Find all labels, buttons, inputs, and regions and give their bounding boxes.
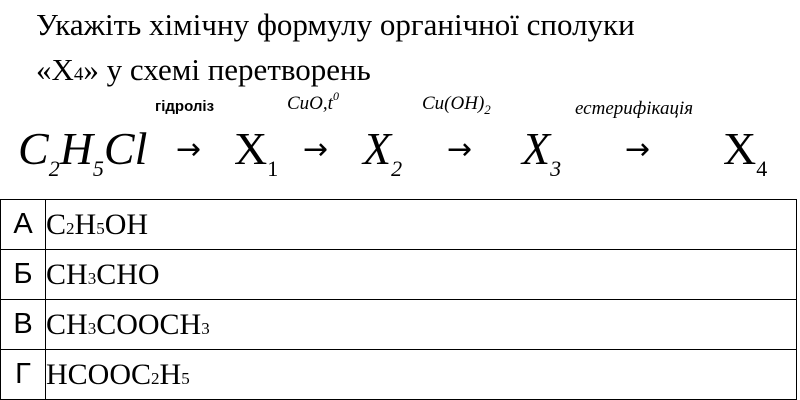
x3-subscript: 3 — [550, 156, 562, 181]
x2-letter: X — [363, 123, 392, 174]
intermediate-x2 — [363, 122, 403, 181]
temperature-superscript: 0 — [332, 89, 339, 103]
question-x-subscript: 4 — [73, 64, 84, 85]
x2-subscript: 2 — [391, 156, 403, 181]
answer-option-g[interactable] — [1, 350, 797, 400]
formula-part: COOCH — [96, 307, 202, 341]
formula-part: CH — [46, 257, 88, 291]
x4-subscript: 4 — [756, 156, 768, 181]
question-x-prefix: «X — [36, 52, 74, 87]
question-text — [36, 2, 786, 97]
formula-part: CH — [46, 307, 88, 341]
option-letter[interactable]: А — [1, 200, 46, 250]
formula-part: H — [159, 357, 182, 391]
formula-part: HCOOC — [46, 357, 152, 391]
atom-c-subscript: 2 — [48, 156, 60, 181]
formula-subscript: 2 — [66, 218, 75, 238]
answer-option-v[interactable] — [1, 300, 797, 350]
option-formula[interactable] — [46, 350, 797, 400]
answer-option-a[interactable] — [1, 200, 797, 250]
option-formula[interactable] — [46, 250, 797, 300]
x1-subscript: 1 — [267, 156, 279, 181]
cuo-t-label: CuO,t — [287, 93, 333, 114]
formula-part: C — [46, 207, 67, 241]
atom-h: H — [59, 123, 93, 174]
arrow-icon: → — [625, 132, 651, 167]
formula-subscript: 3 — [201, 318, 210, 338]
x3-letter: X — [522, 123, 551, 174]
option-letter[interactable]: Б — [1, 250, 46, 300]
formula-subscript: 3 — [87, 318, 97, 338]
option-letter[interactable]: В — [1, 300, 46, 350]
atom-c: C — [18, 123, 49, 174]
formula-part: H — [74, 207, 97, 241]
question-suffix: » у схемі перетворень — [83, 52, 371, 87]
condition-cuo-temperature — [287, 89, 339, 115]
intermediate-x4 — [723, 122, 768, 181]
cu-oh-label: Cu(OH) — [422, 93, 485, 114]
question-line-1: Укажіть хімічну формулу органічної сполуки — [36, 7, 635, 42]
answer-options-table — [0, 199, 797, 400]
condition-esterification: естерифікація — [575, 98, 694, 119]
formula-subscript: 5 — [96, 218, 105, 238]
atom-h-subscript: 5 — [92, 156, 104, 181]
formula-part: OH — [104, 207, 149, 241]
answer-option-b[interactable] — [1, 250, 797, 300]
atom-cl: Cl — [103, 123, 148, 174]
cu-oh-subscript: 2 — [484, 102, 491, 117]
formula-subscript: 5 — [181, 368, 190, 388]
intermediate-x1 — [234, 122, 279, 181]
start-compound — [18, 122, 148, 181]
formula-part: CHO — [96, 257, 160, 291]
x4-letter: X — [723, 123, 757, 174]
arrow-icon: → — [176, 132, 202, 167]
transformation-scheme — [0, 88, 800, 188]
condition-copper-hydroxide — [422, 93, 491, 115]
option-formula[interactable] — [46, 200, 797, 250]
x1-letter: X — [234, 123, 268, 174]
arrow-icon: → — [447, 132, 473, 167]
condition-hydrolysis: гідроліз — [155, 98, 215, 115]
option-letter[interactable]: Г — [1, 350, 46, 400]
arrow-icon: → — [303, 132, 329, 167]
intermediate-x3 — [522, 122, 562, 181]
option-formula[interactable] — [46, 300, 797, 350]
formula-subscript: 2 — [151, 368, 160, 388]
formula-subscript: 3 — [87, 268, 97, 288]
